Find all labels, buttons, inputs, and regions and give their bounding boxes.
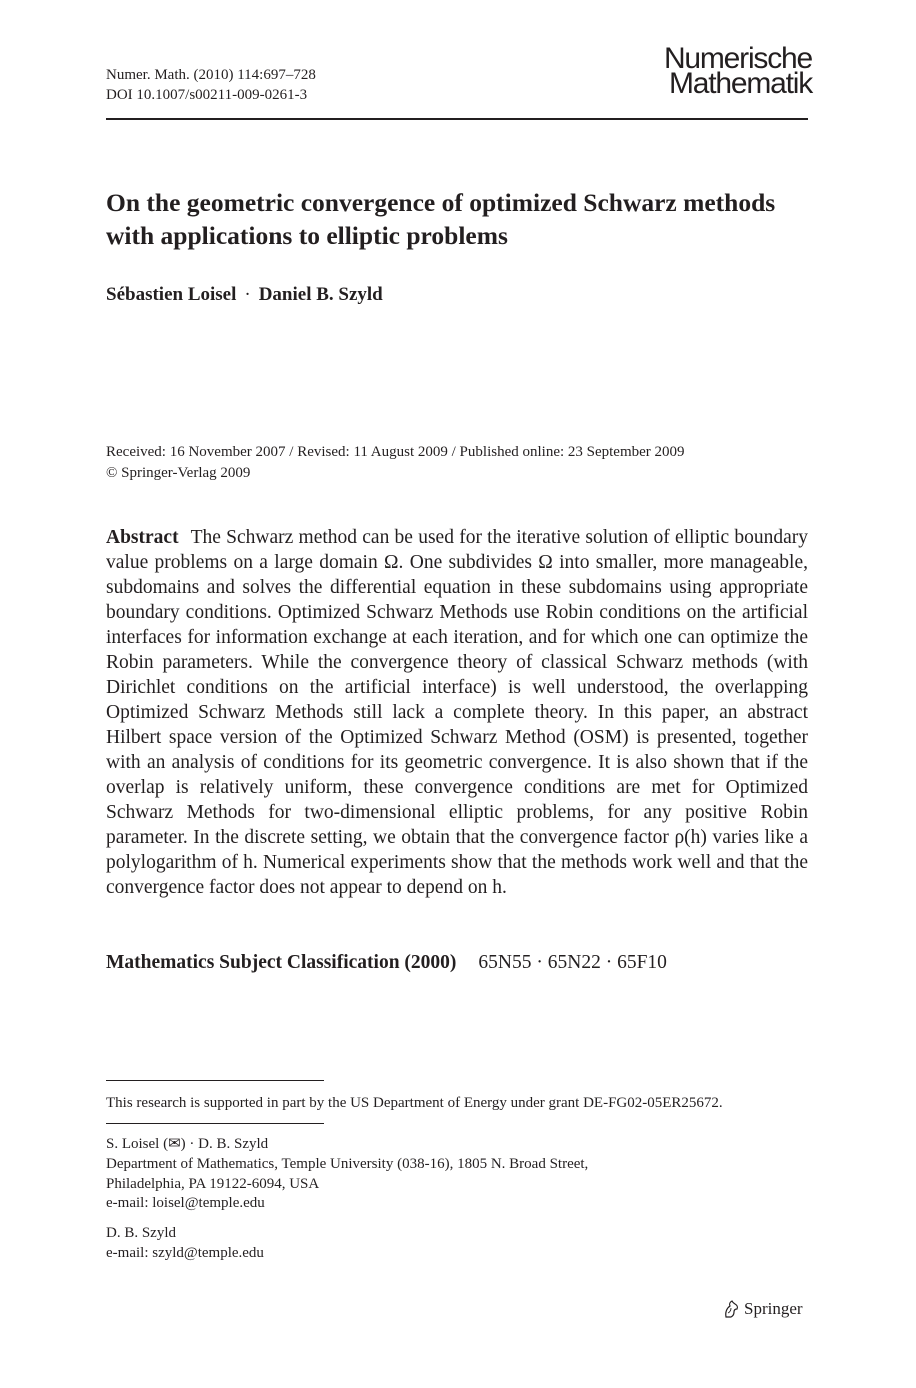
author-list	[106, 284, 383, 306]
journal-logo	[620, 42, 812, 100]
affiliation-authors: S. Loisel (✉) · D. B. Szyld	[106, 1136, 269, 1152]
author-email[interactable]: e-mail: loisel@temple.edu	[106, 1195, 265, 1211]
journal-citation: Numer. Math. (2010) 114:697–728	[106, 67, 316, 83]
msc-classification	[106, 950, 667, 975]
abstract-label: Abstract	[106, 527, 179, 548]
author-name[interactable]: Sébastien Loisel	[106, 284, 237, 305]
abstract	[106, 525, 808, 900]
copyright: © Springer-Verlag 2009	[106, 465, 251, 481]
publisher-name: Springer	[744, 1299, 803, 1318]
journal-logo-line1: Numerische	[663, 42, 812, 75]
paper-title: On the geometric convergence of optimized Schwarz methods with applications to elliptic problems	[106, 188, 776, 250]
doi[interactable]: DOI 10.1007/s00211-009-0261-3	[106, 87, 308, 103]
publication-dates: Received: 16 November 2007 / Revised: 11 August 2009 / Published online: 23 September 2009	[106, 444, 685, 460]
affiliation-name: D. B. Szyld	[106, 1225, 177, 1241]
journal-logo-line2: Mathematik	[668, 67, 812, 100]
funding-footnote: This research is supported in part by the US Department of Energy under grant DE-FG02-05ER25672.	[106, 1095, 723, 1111]
springer-horse-icon	[722, 1299, 740, 1319]
msc-label: Mathematics Subject Classification (2000)	[106, 952, 457, 973]
author-name[interactable]: Daniel B. Szyld	[258, 284, 383, 305]
footnote-rule	[106, 1123, 324, 1124]
affiliation-city: Philadelphia, PA 19122-6094, USA	[106, 1176, 320, 1192]
affiliation-department: Department of Mathematics, Temple University (038-16), 1805 N. Broad Street,	[106, 1156, 589, 1172]
author-separator: ·	[244, 284, 251, 305]
msc-codes: 65N55 · 65N22 · 65F10	[478, 952, 667, 973]
author-email[interactable]: e-mail: szyld@temple.edu	[106, 1245, 264, 1261]
header-rule	[106, 118, 808, 120]
publisher-mark	[722, 1298, 803, 1320]
footnote-rule	[106, 1080, 324, 1081]
abstract-text: The Schwarz method can be used for the iterative solution of elliptic boundary value problems on a large domain Ω. One subdivides Ω into smaller, more manageable, subdomains and solves the differential equation in these subdomains using appropriate boundary conditions. Optimized Schwarz Methods use Robin conditions on the artificial interfaces for information exchange at each iteration, and for which one can optimize the Robin parameters. While the convergence theory of classical Schwarz methods (with Dirichlet conditions on the artificial interface) is well understood, the overlapping Optimized Schwarz Methods still lack a complete theory. In this paper, an abstract Hilbert space version of the Optimized Schwarz Method (OSM) is presented, together with an analysis of conditions for its geometric convergence. It is also shown that if the overlap is relatively uniform, these convergence conditions are met for Optimized Schwarz Methods for two-dimensional elliptic problems, for any positive Robin parameter. In the discrete setting, we obtain that the convergence factor ρ(h) varies like a polylogarithm of h. Numerical experiments show that the methods work well and that the convergence factor does not appear to depend on h.	[106, 527, 808, 898]
